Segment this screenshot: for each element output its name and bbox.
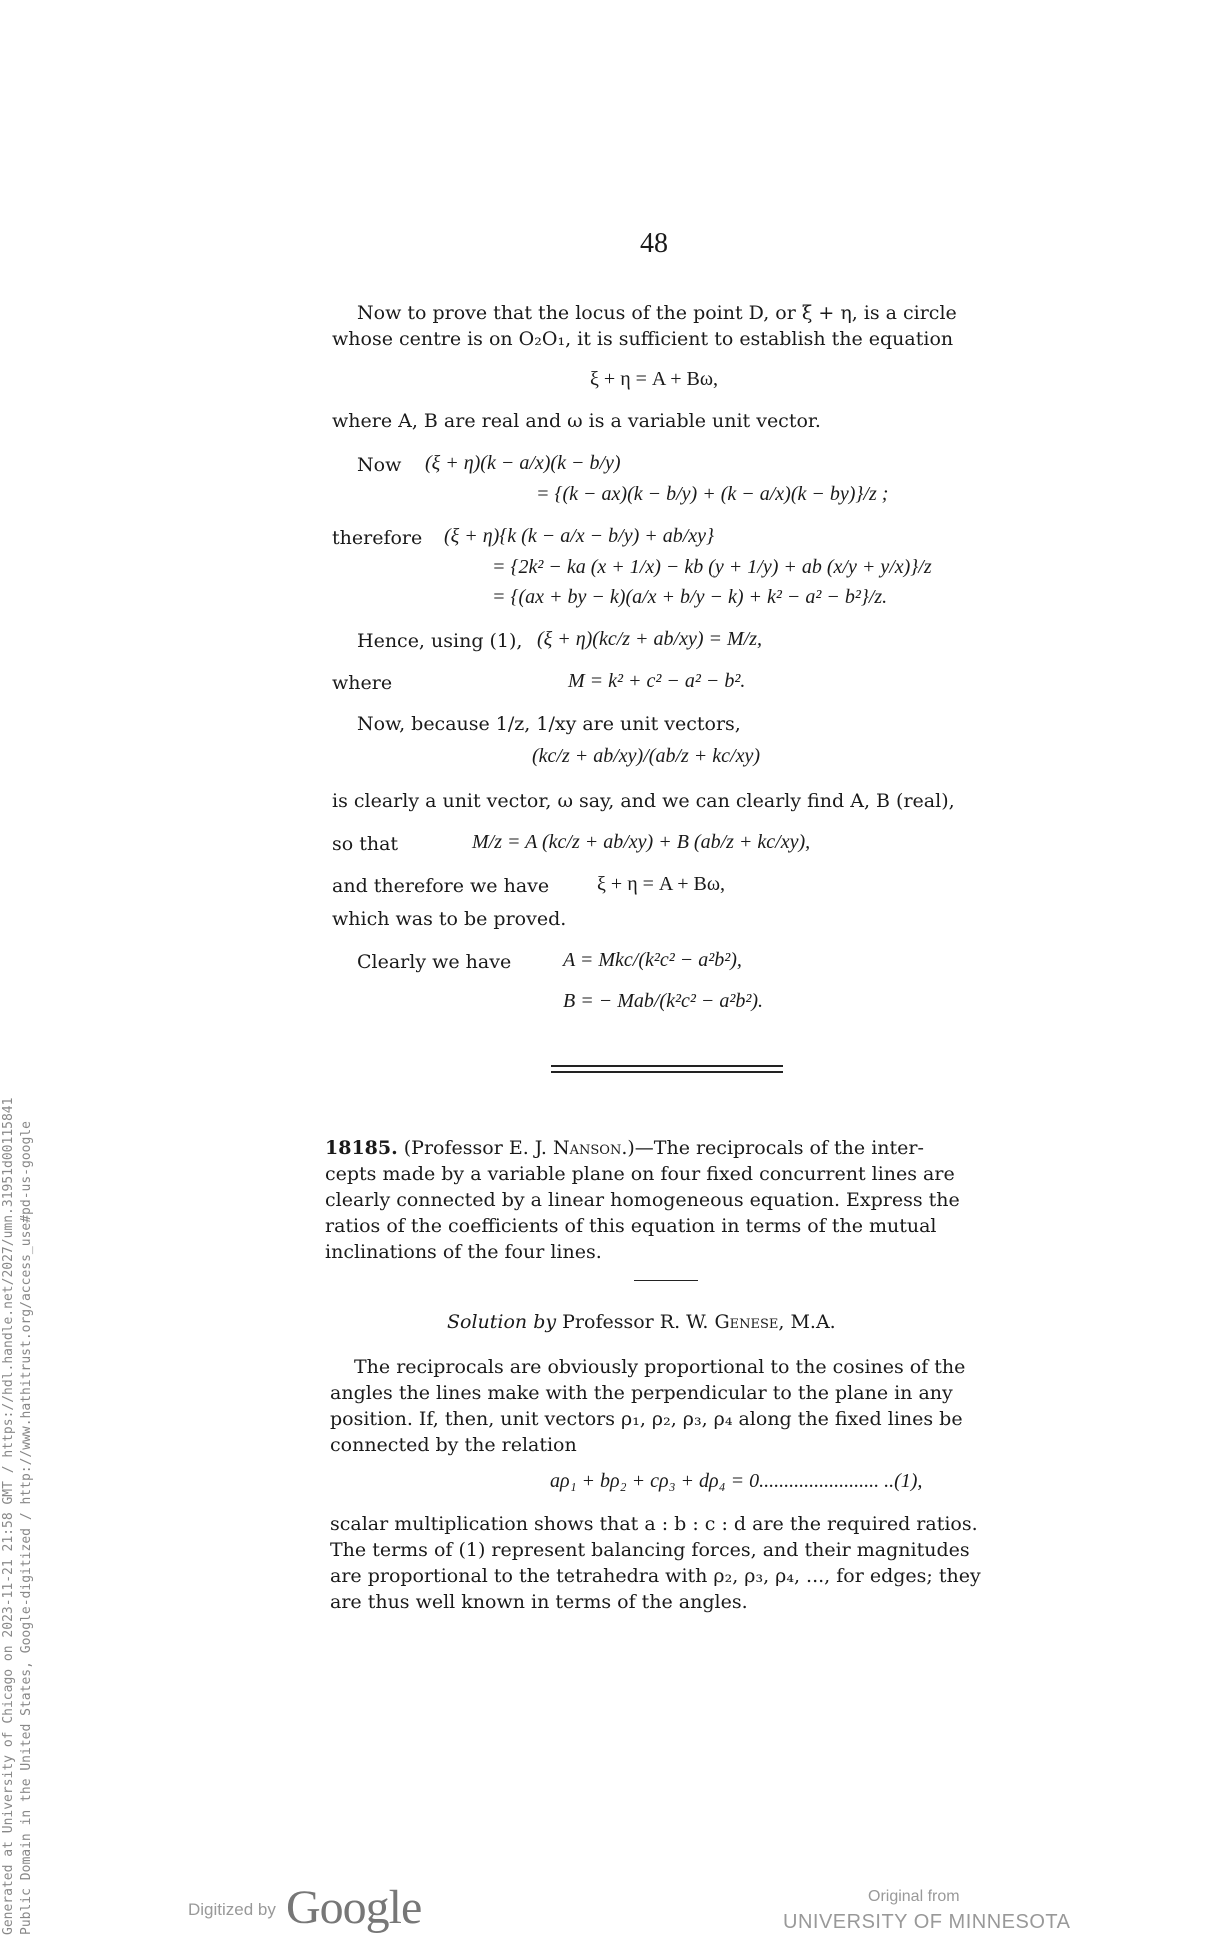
- solution-para1-line-4: connected by the relation: [330, 1434, 577, 1456]
- problem-text-line-1: The reciprocals of the inter-: [653, 1137, 924, 1159]
- separator-rule-top: [551, 1065, 783, 1067]
- solution-heading-prefix: Professor R. W.: [556, 1311, 715, 1333]
- therefore-equation-3: = {(ax + by − k)(a/x + b/y − k) + k² − a² − b²}/z.: [492, 586, 888, 608]
- problem-author-name: Nanson: [553, 1137, 622, 1159]
- watermark-line-1: Generated at University of Chicago on 2023-11-21 21:58 GMT / https://hdl.handle.net/2027/umn.31951d00115841: [1, 1097, 16, 1935]
- problem-author-close: .)—: [621, 1137, 654, 1159]
- proof-intro-line-2: whose centre is on O₂O₁, it is sufficient to establish the equation: [332, 328, 954, 350]
- now-label: Now: [357, 454, 402, 476]
- and-therefore-label: and therefore we have: [332, 875, 550, 897]
- solution-para2-line-1: scalar multiplication shows that a : b : c : d are the required ratios.: [330, 1513, 978, 1535]
- solution-paragraph-1: [330, 1354, 1000, 1458]
- problem-author-open: (Professor E. J.: [403, 1137, 553, 1159]
- solution-author-name: Genese: [714, 1311, 779, 1333]
- now-because-text: Now, because 1/z, 1/xy are unit vectors,: [357, 713, 741, 735]
- solution-para1-line-2: angles the lines make with the perpendicular to the plane in any: [330, 1382, 953, 1404]
- side-watermark: [0, 1098, 36, 1935]
- solution-paragraph-2: [330, 1511, 1000, 1615]
- problem-number: 18185.: [325, 1137, 398, 1159]
- where-label: where: [332, 672, 393, 694]
- hence-text: Hence, using (1),: [357, 630, 523, 652]
- institution-label: UNIVERSITY OF MINNESOTA: [783, 1911, 1071, 1933]
- solution-para2-line-3: are proportional to the tetrahedra with ρ₂, ρ₃, ρ₄, ..., for edges; they: [330, 1565, 981, 1587]
- clearly-have-label: Clearly we have: [357, 951, 512, 973]
- a-equation: A = Mkc/(k²c² − a²b²),: [563, 949, 742, 971]
- therefore-label: therefore: [332, 527, 423, 549]
- solution-para2-line-4: are thus well known in terms of the angles.: [330, 1591, 748, 1613]
- problem-text-line-5: inclinations of the four lines.: [325, 1241, 602, 1263]
- page-number: 48: [640, 228, 668, 259]
- relation-equation: aρ₁ + bρ₂ + cρ₃ + dρ₄ = 0........................ ..(1),: [550, 1470, 923, 1492]
- google-logo: Google: [286, 1881, 422, 1934]
- where-line: where A, B are real and ω is a variable unit vector.: [332, 410, 821, 432]
- equation-circle: ξ + η = A + Bω,: [590, 368, 719, 390]
- therefore-equation-2: = {2k² − ka (x + 1/x) − kb (y + 1/y) + ab (x/y + y/x)}/z: [492, 556, 932, 578]
- solution-para2-line-2: The terms of (1) represent balancing forces, and their magnitudes: [330, 1539, 970, 1561]
- short-rule: [634, 1280, 698, 1281]
- original-from-label: Original from: [868, 1888, 960, 1905]
- solution-heading-italic: Solution by: [447, 1311, 557, 1333]
- digitized-by-label: Digitized by: [188, 1900, 276, 1919]
- hence-equation: (ξ + η)(kc/z + ab/xy) = M/z,: [537, 628, 763, 650]
- proof-intro-line-1: Now to prove that the locus of the point D, or ξ + η, is a circle: [357, 302, 957, 324]
- separator-rule-bottom: [551, 1071, 783, 1073]
- which-proved-text: which was to be proved.: [332, 908, 567, 930]
- now-equation-line-2: = {(k − ax)(k − b/y) + (k − a/x)(k − by)}/z ;: [536, 483, 889, 505]
- solution-para1-line-1: The reciprocals are obviously proportional to the cosines of the: [354, 1356, 966, 1378]
- problem-text-line-3: clearly connected by a linear homogeneous equation. Express the: [325, 1189, 960, 1211]
- b-equation: B = − Mab/(k²c² − a²b²).: [563, 990, 763, 1012]
- unit-vector-expression: (kc/z + ab/xy)/(ab/z + kc/xy): [532, 745, 760, 767]
- where-equation: M = k² + c² − a² − b².: [568, 670, 746, 692]
- solution-para1-line-3: position. If, then, unit vectors ρ₁, ρ₂, ρ₃, ρ₄ along the fixed lines be: [330, 1408, 963, 1430]
- solution-heading-suffix: , M.A.: [778, 1311, 836, 1333]
- problem-statement: [325, 1135, 995, 1265]
- therefore-equation-1: (ξ + η){k (k − a/x − b/y) + ab/xy}: [444, 525, 715, 547]
- so-that-equation: M/z = A (kc/z + ab/xy) + B (ab/z + kc/xy),: [472, 831, 811, 853]
- problem-text-line-4: ratios of the coefficients of this equation in terms of the mutual: [325, 1215, 937, 1237]
- clearly-text: is clearly a unit vector, ω say, and we can clearly find A, B (real),: [332, 790, 955, 812]
- problem-text-line-2: cepts made by a variable plane on four fixed concurrent lines are: [325, 1163, 955, 1185]
- watermark-line-2: Public Domain in the United States, Google-digitized / http://www.hathitrust.org/access_use#pd-us-google: [19, 1121, 34, 1935]
- now-equation-line-1: (ξ + η)(k − a/x)(k − b/y): [425, 452, 621, 474]
- and-therefore-equation: ξ + η = A + Bω,: [597, 873, 726, 895]
- so-that-label: so that: [332, 833, 399, 855]
- solution-heading: [447, 1309, 836, 1335]
